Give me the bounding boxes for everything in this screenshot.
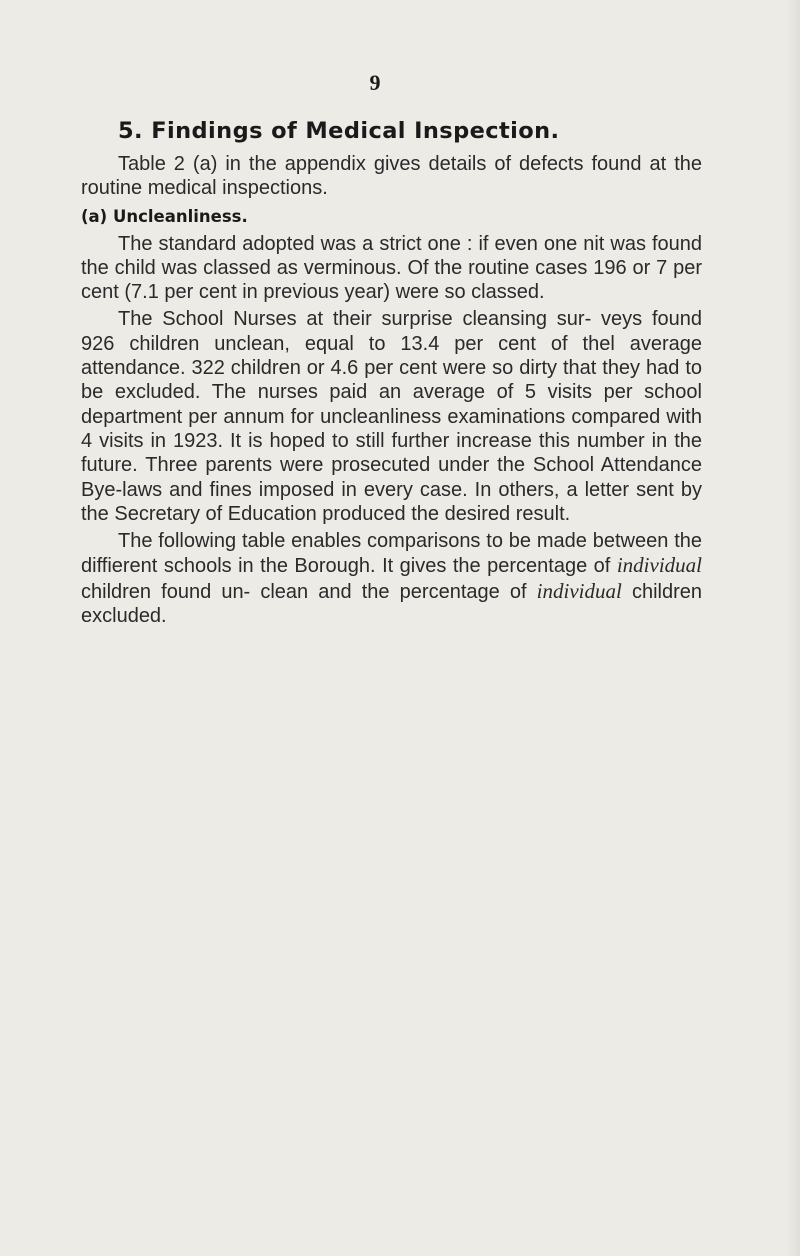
- intro-paragraph: Table 2 (a) in the appendix gives details of defects found at the routine medical inspections.: [81, 153, 702, 200]
- section-heading: 5. Findings of Medical Inspection.: [118, 118, 560, 144]
- page-number: 9: [369, 70, 381, 95]
- comparison-text-2: children found un- clean and the percentage of: [81, 580, 537, 603]
- document-body: [81, 118, 702, 631]
- emphasis-individual-1: individual: [616, 553, 702, 578]
- page-edge-shadow: [786, 0, 800, 1256]
- comparison-text-1: The following table enables comparisons to be made between the diffierent schools in the Borough. It gives the percentage of: [81, 530, 702, 578]
- emphasis-individual-2: individual: [536, 578, 622, 603]
- comparison-text-3: children excluded.: [81, 580, 702, 628]
- standard-paragraph: The standard adopted was a strict one : if even one nit was found the child was classed as verminous. Of the routine cases 196 or 7 per cent (7.1 per cent in previous year) were so classed.: [81, 232, 702, 304]
- subsection-heading: (a) Uncleanliness.: [81, 206, 248, 226]
- nurses-survey-paragraph: The School Nurses at their surprise cleansing sur- veys found 926 children unclean, equal to 13.4 per cent of thel average attendance. 322 children or 4.6 per cent were so dirty that they had to be excluded. The nurses paid an average of 5 visits per school department per annum for uncleanliness examinations compared with 4 visits in 1923. It is hoped to still further increase this number in the future. Three parents were prosecuted under the School Attendance Bye-laws and fines imposed in every case. In others, a letter sent by the Secretary of Education produced the desired result.: [81, 308, 702, 525]
- comparison-paragraph: [81, 529, 702, 628]
